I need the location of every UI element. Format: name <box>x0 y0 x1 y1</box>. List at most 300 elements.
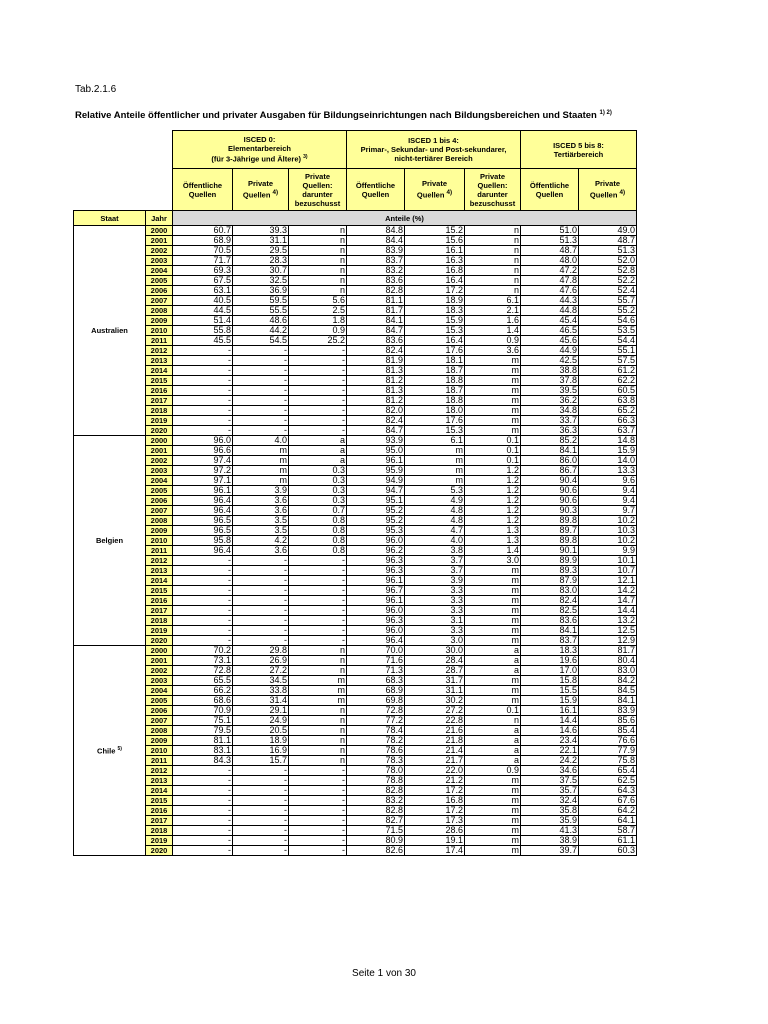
document-title <box>75 110 612 121</box>
units-header: Anteile (%) <box>173 211 637 226</box>
subcol-header-label: Private Quellen <box>242 179 274 200</box>
value-cell: 18.1 <box>405 356 465 366</box>
table-row <box>74 376 637 386</box>
value-cell: 1.2 <box>465 486 521 496</box>
value-cell: 61.1 <box>579 836 637 846</box>
table-row <box>74 496 637 506</box>
value-cell: 0.1 <box>465 456 521 466</box>
value-cell: n <box>289 276 347 286</box>
value-cell: a <box>465 656 521 666</box>
table-row <box>74 726 637 736</box>
value-cell: - <box>289 846 347 856</box>
value-cell: 3.9 <box>405 576 465 586</box>
value-cell: 90.6 <box>521 486 579 496</box>
value-cell: 80.9 <box>347 836 405 846</box>
value-cell: 3.1 <box>405 616 465 626</box>
value-cell: - <box>233 566 289 576</box>
year-cell: 2012 <box>146 766 173 776</box>
table-row <box>74 336 637 346</box>
value-cell: 63.1 <box>173 286 233 296</box>
country-name: Australien <box>91 326 128 335</box>
table-row <box>74 416 637 426</box>
value-cell: - <box>289 836 347 846</box>
value-cell: n <box>465 266 521 276</box>
table-row <box>74 826 637 836</box>
value-cell: - <box>233 606 289 616</box>
value-cell: 54.4 <box>579 336 637 346</box>
value-cell: 65.5 <box>173 676 233 686</box>
year-cell: 2019 <box>146 626 173 636</box>
value-cell: m <box>465 816 521 826</box>
staat-header: Staat <box>74 211 146 226</box>
value-cell: 18.7 <box>405 386 465 396</box>
value-cell: m <box>465 376 521 386</box>
value-cell: m <box>465 846 521 856</box>
value-cell: 0.9 <box>465 766 521 776</box>
value-cell: 82.0 <box>347 406 405 416</box>
table-row <box>74 246 637 256</box>
year-cell: 2002 <box>146 666 173 676</box>
value-cell: 77.9 <box>579 746 637 756</box>
value-cell: 96.0 <box>347 626 405 636</box>
value-cell: 89.3 <box>521 566 579 576</box>
value-cell: n <box>465 716 521 726</box>
value-cell: m <box>465 636 521 646</box>
value-cell: 55.7 <box>579 296 637 306</box>
value-cell: 38.9 <box>521 836 579 846</box>
table-row <box>74 616 637 626</box>
value-cell: m <box>465 406 521 416</box>
value-cell: 46.5 <box>521 326 579 336</box>
value-cell: m <box>405 446 465 456</box>
value-cell: 19.1 <box>405 836 465 846</box>
value-cell: 82.8 <box>347 786 405 796</box>
value-cell: 32.5 <box>233 276 289 286</box>
value-cell: 3.9 <box>233 486 289 496</box>
table-row <box>74 556 637 566</box>
value-cell: - <box>173 386 233 396</box>
table-row <box>74 406 637 416</box>
table-row <box>74 586 637 596</box>
jahr-header: Jahr <box>146 211 173 226</box>
year-cell: 2014 <box>146 366 173 376</box>
value-cell: m <box>465 576 521 586</box>
value-cell: 45.5 <box>173 336 233 346</box>
value-cell: - <box>289 576 347 586</box>
value-cell: 83.2 <box>347 796 405 806</box>
value-cell: - <box>289 556 347 566</box>
value-cell: a <box>465 756 521 766</box>
value-cell: 4.8 <box>405 506 465 516</box>
value-cell: 13.3 <box>579 466 637 476</box>
value-cell: - <box>233 426 289 436</box>
year-cell: 2015 <box>146 376 173 386</box>
year-cell: 2016 <box>146 596 173 606</box>
value-cell: - <box>233 396 289 406</box>
value-cell: 81.7 <box>579 646 637 656</box>
country-name: Chile <box>97 746 116 756</box>
value-cell: - <box>173 616 233 626</box>
value-cell: 78.3 <box>347 756 405 766</box>
year-cell: 2006 <box>146 496 173 506</box>
value-cell: 89.9 <box>521 556 579 566</box>
value-cell: 96.3 <box>347 556 405 566</box>
value-cell: 9.4 <box>579 496 637 506</box>
value-cell: 58.7 <box>579 826 637 836</box>
value-cell: 52.2 <box>579 276 637 286</box>
value-cell: - <box>233 386 289 396</box>
table-row <box>74 306 637 316</box>
value-cell: 34.6 <box>521 766 579 776</box>
year-cell: 2014 <box>146 576 173 586</box>
header-isced1-4-label: ISCED 1 bis 4: Primar-, Sekundar- und Post-sekundarer, nicht-tertiärer Bereich <box>360 136 507 163</box>
value-cell: 21.6 <box>405 726 465 736</box>
value-cell: - <box>173 636 233 646</box>
value-cell: - <box>173 626 233 636</box>
table-row <box>74 426 637 436</box>
header-isced5-8 <box>521 131 637 169</box>
year-cell: 2003 <box>146 676 173 686</box>
year-cell: 2019 <box>146 416 173 426</box>
value-cell: 70.2 <box>173 646 233 656</box>
value-cell: 85.2 <box>521 436 579 446</box>
value-cell: - <box>173 836 233 846</box>
value-cell: - <box>173 376 233 386</box>
value-cell: m <box>465 366 521 376</box>
subcol-header-label: Private Quellen <box>589 179 621 200</box>
value-cell: 17.2 <box>405 806 465 816</box>
table-row <box>74 796 637 806</box>
value-cell: - <box>289 786 347 796</box>
value-cell: m <box>465 416 521 426</box>
table-row <box>74 736 637 746</box>
value-cell: - <box>173 586 233 596</box>
subcol-header-label: Private Quellen: darunter bezuschusst <box>469 171 516 208</box>
value-cell: 16.8 <box>405 266 465 276</box>
year-cell: 2018 <box>146 826 173 836</box>
value-cell: 1.3 <box>465 536 521 546</box>
table-row <box>74 296 637 306</box>
value-cell: 65.4 <box>579 766 637 776</box>
country-name: Belgien <box>95 536 124 545</box>
value-cell: 28.3 <box>233 256 289 266</box>
year-cell: 2011 <box>146 336 173 346</box>
year-cell: 2003 <box>146 256 173 266</box>
value-cell: 33.8 <box>233 686 289 696</box>
value-cell: 16.3 <box>405 256 465 266</box>
value-cell: 22.0 <box>405 766 465 776</box>
subcol-header <box>233 169 289 211</box>
table-row <box>74 766 637 776</box>
value-cell: 62.5 <box>579 776 637 786</box>
value-cell: 96.3 <box>347 616 405 626</box>
value-cell: 1.2 <box>465 506 521 516</box>
value-cell: 10.2 <box>579 516 637 526</box>
value-cell: 0.3 <box>289 496 347 506</box>
value-cell: 1.4 <box>465 546 521 556</box>
table-row <box>74 596 637 606</box>
subcol-header-label: Öffentliche Quellen <box>529 180 570 199</box>
value-cell: 96.1 <box>173 486 233 496</box>
value-cell: 95.8 <box>173 536 233 546</box>
year-cell: 2016 <box>146 386 173 396</box>
table-row <box>74 346 637 356</box>
value-cell: 47.6 <box>521 286 579 296</box>
value-cell: 3.7 <box>405 556 465 566</box>
value-cell: 44.5 <box>173 306 233 316</box>
value-cell: 0.7 <box>289 506 347 516</box>
value-cell: 95.2 <box>347 506 405 516</box>
value-cell: m <box>465 626 521 636</box>
value-cell: m <box>233 456 289 466</box>
year-cell: 2008 <box>146 726 173 736</box>
value-cell: 36.2 <box>521 396 579 406</box>
value-cell: 55.5 <box>233 306 289 316</box>
subcol-header-label: Öffentliche Quellen <box>182 180 223 199</box>
value-cell: 60.7 <box>173 226 233 236</box>
country-footnote-ref: 5) <box>117 745 122 752</box>
table-row <box>74 526 637 536</box>
value-cell: 84.1 <box>521 446 579 456</box>
table-row <box>74 646 637 656</box>
year-cell: 2015 <box>146 796 173 806</box>
subcol-header <box>465 169 521 211</box>
value-cell: 0.8 <box>289 526 347 536</box>
value-cell: - <box>233 596 289 606</box>
year-cell: 2017 <box>146 396 173 406</box>
value-cell: - <box>289 376 347 386</box>
data-table <box>73 130 637 856</box>
value-cell: 0.1 <box>465 436 521 446</box>
value-cell: 81.3 <box>347 366 405 376</box>
table-row <box>74 466 637 476</box>
value-cell: 81.3 <box>347 386 405 396</box>
value-cell: - <box>233 416 289 426</box>
value-cell: n <box>289 756 347 766</box>
value-cell: 17.6 <box>405 416 465 426</box>
value-cell: 31.1 <box>233 236 289 246</box>
value-cell: - <box>233 376 289 386</box>
value-cell: m <box>465 426 521 436</box>
value-cell: 71.3 <box>347 666 405 676</box>
value-cell: - <box>289 806 347 816</box>
value-cell: 38.8 <box>521 366 579 376</box>
year-cell: 2013 <box>146 776 173 786</box>
year-cell: 2020 <box>146 846 173 856</box>
value-cell: 84.1 <box>579 696 637 706</box>
value-cell: - <box>289 606 347 616</box>
value-cell: - <box>233 346 289 356</box>
value-cell: 2.5 <box>289 306 347 316</box>
value-cell: 68.6 <box>173 696 233 706</box>
subcol-header <box>579 169 637 211</box>
year-cell: 2007 <box>146 296 173 306</box>
value-cell: 10.7 <box>579 566 637 576</box>
value-cell: 89.8 <box>521 516 579 526</box>
value-cell: 49.0 <box>579 226 637 236</box>
value-cell: 45.4 <box>521 316 579 326</box>
value-cell: 15.2 <box>405 226 465 236</box>
value-cell: 81.2 <box>347 396 405 406</box>
table-row <box>74 636 637 646</box>
value-cell: 44.8 <box>521 306 579 316</box>
value-cell: 90.6 <box>521 496 579 506</box>
value-cell: 0.8 <box>289 546 347 556</box>
value-cell: 96.1 <box>347 596 405 606</box>
value-cell: 3.8 <box>405 546 465 556</box>
value-cell: 20.5 <box>233 726 289 736</box>
value-cell: - <box>289 796 347 806</box>
value-cell: 96.4 <box>173 496 233 506</box>
value-cell: 17.3 <box>405 816 465 826</box>
value-cell: 82.4 <box>347 346 405 356</box>
value-cell: 18.9 <box>405 296 465 306</box>
value-cell: - <box>233 846 289 856</box>
value-cell: n <box>289 226 347 236</box>
table-row <box>74 286 637 296</box>
value-cell: n <box>289 646 347 656</box>
value-cell: 10.2 <box>579 536 637 546</box>
value-cell: 81.1 <box>173 736 233 746</box>
table-row <box>74 456 637 466</box>
value-cell: m <box>233 476 289 486</box>
value-cell: 1.2 <box>465 466 521 476</box>
value-cell: 25.2 <box>289 336 347 346</box>
value-cell: 0.1 <box>465 446 521 456</box>
value-cell: 14.4 <box>579 606 637 616</box>
value-cell: 78.0 <box>347 766 405 776</box>
value-cell: - <box>289 396 347 406</box>
value-cell: 81.1 <box>347 296 405 306</box>
value-cell: - <box>233 636 289 646</box>
table-row <box>74 256 637 266</box>
table-row <box>74 776 637 786</box>
value-cell: 24.2 <box>521 756 579 766</box>
value-cell: 1.8 <box>289 316 347 326</box>
value-cell: 36.9 <box>233 286 289 296</box>
value-cell: - <box>233 556 289 566</box>
value-cell: - <box>289 616 347 626</box>
value-cell: 81.7 <box>347 306 405 316</box>
value-cell: 13.2 <box>579 616 637 626</box>
value-cell: m <box>465 686 521 696</box>
value-cell: m <box>465 566 521 576</box>
value-cell: - <box>289 406 347 416</box>
value-cell: 17.2 <box>405 286 465 296</box>
value-cell: - <box>289 346 347 356</box>
value-cell: 12.9 <box>579 636 637 646</box>
value-cell: 82.7 <box>347 816 405 826</box>
value-cell: - <box>233 836 289 846</box>
value-cell: 77.2 <box>347 716 405 726</box>
value-cell: 95.1 <box>347 496 405 506</box>
value-cell: 95.2 <box>347 516 405 526</box>
year-cell: 2019 <box>146 836 173 846</box>
value-cell: 55.8 <box>173 326 233 336</box>
table-row <box>74 706 637 716</box>
value-cell: 85.4 <box>579 726 637 736</box>
value-cell: 96.0 <box>347 536 405 546</box>
value-cell: m <box>465 836 521 846</box>
value-cell: 52.0 <box>579 256 637 266</box>
value-cell: - <box>233 366 289 376</box>
value-cell: 51.0 <box>521 226 579 236</box>
value-cell: 1.2 <box>465 496 521 506</box>
value-cell: 82.5 <box>521 606 579 616</box>
value-cell: n <box>465 256 521 266</box>
value-cell: 71.5 <box>347 826 405 836</box>
value-cell: 82.6 <box>347 846 405 856</box>
value-cell: 83.9 <box>347 246 405 256</box>
value-cell: 72.8 <box>347 706 405 716</box>
value-cell: 60.5 <box>579 386 637 396</box>
value-cell: 83.0 <box>579 666 637 676</box>
value-cell: 14.2 <box>579 586 637 596</box>
value-cell: 6.1 <box>465 296 521 306</box>
value-cell: 78.2 <box>347 736 405 746</box>
table-row <box>74 626 637 636</box>
value-cell: 3.3 <box>405 596 465 606</box>
value-cell: 4.9 <box>405 496 465 506</box>
value-cell: 3.3 <box>405 586 465 596</box>
value-cell: 26.9 <box>233 656 289 666</box>
year-cell: 2005 <box>146 276 173 286</box>
value-cell: n <box>465 226 521 236</box>
value-cell: m <box>465 616 521 626</box>
value-cell: 84.5 <box>579 686 637 696</box>
value-cell: 9.4 <box>579 486 637 496</box>
value-cell: 21.8 <box>405 736 465 746</box>
value-cell: 30.2 <box>405 696 465 706</box>
value-cell: 83.6 <box>521 616 579 626</box>
value-cell: m <box>465 396 521 406</box>
subcol-footnote-ref: 4) <box>272 189 279 197</box>
table-row <box>74 516 637 526</box>
value-cell: 37.8 <box>521 376 579 386</box>
subcol-header-label: Private Quellen: darunter bezuschusst <box>294 171 341 208</box>
value-cell: - <box>173 366 233 376</box>
year-cell: 2017 <box>146 606 173 616</box>
value-cell: n <box>289 746 347 756</box>
value-cell: m <box>465 826 521 836</box>
value-cell: 18.8 <box>405 376 465 386</box>
value-cell: 96.2 <box>347 546 405 556</box>
header-isced1-4 <box>347 131 521 169</box>
value-cell: 2.1 <box>465 306 521 316</box>
value-cell: 34.5 <box>233 676 289 686</box>
value-cell: 82.8 <box>347 286 405 296</box>
value-cell: a <box>465 646 521 656</box>
value-cell: 29.1 <box>233 706 289 716</box>
table-row <box>74 316 637 326</box>
value-cell: 48.7 <box>521 246 579 256</box>
value-cell: 0.9 <box>465 336 521 346</box>
value-cell: 15.9 <box>521 696 579 706</box>
value-cell: 3.6 <box>233 496 289 506</box>
value-cell: 9.7 <box>579 506 637 516</box>
value-cell: 18.0 <box>405 406 465 416</box>
value-cell: - <box>289 426 347 436</box>
value-cell: 51.3 <box>579 246 637 256</box>
value-cell: 44.3 <box>521 296 579 306</box>
value-cell: 48.6 <box>233 316 289 326</box>
value-cell: 4.0 <box>405 536 465 546</box>
value-cell: - <box>289 816 347 826</box>
value-cell: 97.1 <box>173 476 233 486</box>
value-cell: 21.4 <box>405 746 465 756</box>
value-cell: 30.7 <box>233 266 289 276</box>
value-cell: 18.3 <box>521 646 579 656</box>
